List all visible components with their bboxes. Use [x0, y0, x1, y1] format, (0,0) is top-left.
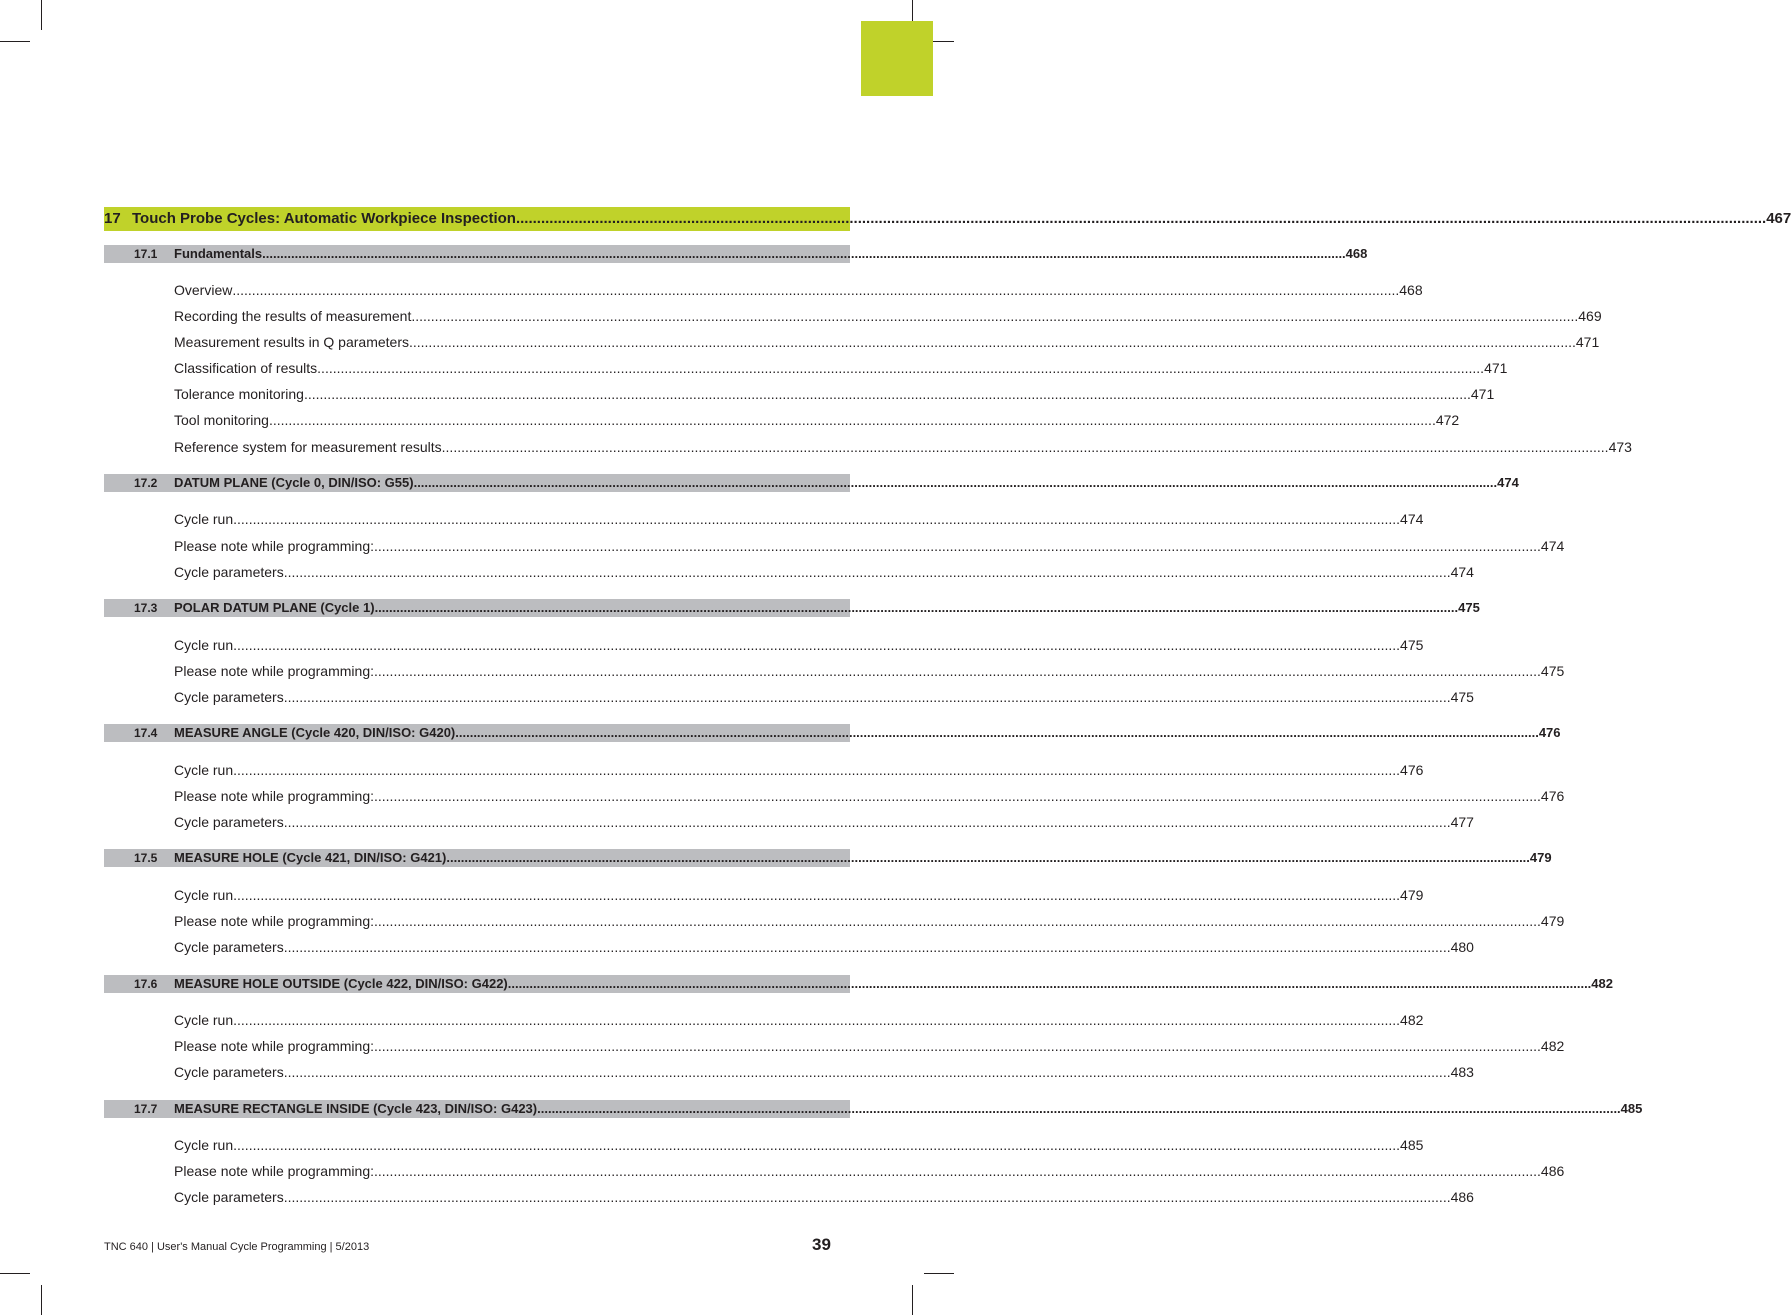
leader-dots: ............................................................................................................................................................................................................................................................................................................ — [233, 887, 1401, 903]
leader-dots: ............................................................................................................................................................................................................................................................................................................ — [408, 334, 1576, 350]
section-title: DATUM PLANE (Cycle 0, DIN/ISO: G55) — [174, 475, 414, 490]
section-heading[interactable] — [104, 849, 1552, 867]
section-page: 474 — [1497, 475, 1519, 490]
leader-dots: ............................................................................................................................................................................................................................................................................................................ — [411, 308, 1579, 324]
leader-dots: ............................................................................................................................................................................................................................................................................................................ — [233, 1137, 1401, 1153]
toc-entry[interactable] — [104, 787, 1565, 805]
leader-dots: ............................................................................................................................................................................................................................................................................................................ — [283, 564, 1451, 580]
section-heading[interactable] — [104, 1100, 1643, 1118]
leader-dots: ............................................................................................................................................................................................................................................................................................................ — [441, 439, 1609, 455]
leader-dots: ............................................................................................................................................................................................................................................................................................................ — [374, 1038, 1541, 1054]
toc-entry[interactable] — [104, 385, 1495, 403]
entry-page: 475 — [1400, 637, 1424, 653]
toc-entry[interactable] — [104, 281, 1423, 299]
entry-title: Please note while programming: — [174, 788, 374, 804]
section-heading[interactable] — [104, 245, 1368, 263]
toc-entry[interactable] — [104, 1037, 1565, 1055]
crop-mark-top-left-v — [41, 0, 42, 30]
crop-mark-bottom-left-v — [41, 1285, 42, 1315]
entry-page: 476 — [1400, 762, 1424, 778]
toc-entry[interactable] — [104, 1011, 1424, 1029]
entry-page: 475 — [1540, 663, 1565, 679]
entry-page: 472 — [1435, 412, 1460, 428]
entry-page: 480 — [1450, 939, 1474, 955]
chapter-page: 467 — [1766, 210, 1791, 227]
entry-title: Tolerance monitoring — [174, 386, 304, 402]
toc-entry[interactable] — [104, 359, 1508, 377]
chapter-number: 17 — [104, 210, 121, 227]
chapter-heading[interactable] — [104, 207, 1791, 231]
entry-page: 486 — [1450, 1189, 1474, 1205]
leader-dots: ............................................................................................................................................................................................................................................................................................................ — [515, 210, 1767, 227]
entry-page: 475 — [1450, 689, 1474, 705]
leader-dots: ............................................................................................................................................................................................................................................................................................................ — [374, 788, 1541, 804]
toc-entry[interactable] — [104, 1063, 1474, 1081]
crop-mark-bottom-right-v — [912, 1285, 913, 1315]
entry-title: Cycle parameters — [174, 1064, 284, 1080]
toc-entry[interactable] — [104, 438, 1632, 456]
section-heading[interactable] — [104, 724, 1561, 742]
entry-page: 479 — [1540, 913, 1565, 929]
section-title: POLAR DATUM PLANE (Cycle 1) — [174, 600, 375, 615]
entry-page: 473 — [1608, 439, 1632, 455]
leader-dots: ............................................................................................................................................................................................................................................................................................................ — [233, 762, 1401, 778]
entry-title: Cycle run — [174, 511, 234, 527]
crop-mark-bottom-left-h — [0, 1273, 30, 1274]
entry-title: Classification of results — [174, 360, 318, 376]
leader-dots: ............................................................................................................................................................................................................................................................................................................ — [232, 282, 1400, 298]
toc-entry[interactable] — [104, 411, 1460, 429]
entry-page: 479 — [1400, 887, 1424, 903]
section-number: 17.5 — [134, 851, 158, 865]
leader-dots: ............................................................................................................................................................................................................................................................................................................ — [317, 360, 1485, 376]
entry-title: Cycle parameters — [174, 689, 284, 705]
section-heading[interactable] — [104, 599, 1480, 617]
entry-page: 474 — [1540, 538, 1565, 554]
chapter-thumb-tab — [861, 21, 933, 96]
toc-entry[interactable] — [104, 938, 1474, 956]
entry-page: 477 — [1450, 814, 1474, 830]
toc-entry[interactable] — [104, 662, 1565, 680]
leader-dots: ............................................................................................................................................................................................................................................................................................................ — [374, 663, 1541, 679]
entry-title: Please note while programming: — [174, 538, 374, 554]
entry-title: Cycle run — [174, 1137, 234, 1153]
entry-page: 471 — [1470, 386, 1495, 402]
section-page: 476 — [1538, 725, 1561, 740]
toc-entry[interactable] — [104, 1136, 1424, 1154]
entry-title: Recording the results of measurement — [174, 308, 412, 324]
leader-dots: ............................................................................................................................................................................................................................................................................................................ — [283, 814, 1451, 830]
leader-dots: ............................................................................................................................................................................................................................................................................................................ — [374, 1163, 1541, 1179]
crop-mark-bottom-right-h — [924, 1273, 954, 1274]
toc-entry[interactable] — [104, 1162, 1565, 1180]
leader-dots: ............................................................................................................................................................................................................................................................................................................ — [374, 600, 1459, 615]
section-number: 17.6 — [134, 977, 158, 991]
toc-entry[interactable] — [104, 761, 1424, 779]
section-title: MEASURE RECTANGLE INSIDE (Cycle 423, DIN/ISO: G423) — [174, 1101, 538, 1116]
toc-entry[interactable] — [104, 563, 1474, 581]
entry-title: Please note while programming: — [174, 1038, 374, 1054]
entry-page: 485 — [1400, 1137, 1424, 1153]
leader-dots: ............................................................................................................................................................................................................................................................................................................ — [374, 913, 1541, 929]
entry-title: Cycle run — [174, 1012, 234, 1028]
leader-dots: ............................................................................................................................................................................................................................................................................................................ — [283, 1064, 1451, 1080]
entry-page: 483 — [1450, 1064, 1474, 1080]
entry-title: Please note while programming: — [174, 1163, 374, 1179]
leader-dots: ............................................................................................................................................................................................................................................................................................................ — [507, 976, 1592, 991]
entry-title: Tool monitoring — [174, 412, 269, 428]
leader-dots: ............................................................................................................................................................................................................................................................................................................ — [446, 850, 1530, 865]
leader-dots: ............................................................................................................................................................................................................................................................................................................ — [283, 939, 1451, 955]
section-heading[interactable] — [104, 474, 1519, 492]
toc-entry[interactable] — [104, 813, 1474, 831]
entry-page: 474 — [1400, 511, 1424, 527]
section-page: 482 — [1591, 976, 1613, 991]
toc-entry[interactable] — [104, 510, 1424, 528]
section-page: 468 — [1345, 246, 1368, 261]
leader-dots: ............................................................................................................................................................................................................................................................................................................ — [455, 725, 1539, 740]
entry-page: 482 — [1400, 1012, 1424, 1028]
entry-title: Cycle parameters — [174, 939, 284, 955]
toc-entry[interactable] — [104, 886, 1424, 904]
section-heading[interactable] — [104, 975, 1613, 993]
leader-dots: ............................................................................................................................................................................................................................................................................................................ — [374, 538, 1541, 554]
entry-page: 486 — [1540, 1163, 1565, 1179]
entry-title: Cycle parameters — [174, 814, 284, 830]
toc-entry[interactable] — [104, 636, 1424, 654]
section-number: 17.4 — [134, 726, 158, 740]
leader-dots: ............................................................................................................................................................................................................................................................................................................ — [537, 1101, 1621, 1116]
section-number: 17.3 — [134, 601, 158, 615]
section-number: 17.1 — [134, 247, 158, 261]
footer-text: TNC 640 | User's Manual Cycle Programming | 5/2013 — [104, 1241, 370, 1253]
entry-page: 469 — [1578, 308, 1602, 324]
entry-title: Reference system for measurement results — [174, 439, 442, 455]
leader-dots: ............................................................................................................................................................................................................................................................................................................ — [262, 246, 1346, 261]
entry-title: Please note while programming: — [174, 663, 374, 679]
section-title: MEASURE HOLE OUTSIDE (Cycle 422, DIN/ISO: G422) — [174, 976, 508, 991]
toc-entry[interactable] — [104, 307, 1602, 325]
toc-entry[interactable] — [104, 537, 1565, 555]
leader-dots: ............................................................................................................................................................................................................................................................................................................ — [233, 1012, 1401, 1028]
entry-title: Cycle parameters — [174, 564, 284, 580]
entry-title: Cycle parameters — [174, 1189, 284, 1205]
entry-title: Please note while programming: — [174, 913, 374, 929]
leader-dots: ............................................................................................................................................................................................................................................................................................................ — [413, 475, 1498, 490]
page-number: 39 — [812, 1235, 831, 1254]
entry-page: 482 — [1540, 1038, 1565, 1054]
section-title: Fundamentals — [174, 246, 263, 261]
toc-entry[interactable] — [104, 333, 1600, 351]
leader-dots: ............................................................................................................................................................................................................................................................................................................ — [283, 689, 1451, 705]
leader-dots: ............................................................................................................................................................................................................................................................................................................ — [233, 637, 1401, 653]
crop-mark-top-left-h — [0, 41, 30, 42]
entry-title: Cycle run — [174, 637, 234, 653]
entry-title: Overview — [174, 282, 233, 298]
section-title: MEASURE HOLE (Cycle 421, DIN/ISO: G421) — [174, 850, 447, 865]
entry-page: 468 — [1399, 282, 1423, 298]
toc-entry[interactable] — [104, 1188, 1474, 1206]
section-number: 17.7 — [134, 1102, 158, 1116]
entry-title: Cycle run — [174, 762, 234, 778]
section-title: MEASURE ANGLE (Cycle 420, DIN/ISO: G420) — [174, 725, 456, 740]
section-page: 475 — [1458, 600, 1480, 615]
section-page: 479 — [1529, 850, 1552, 865]
toc-entry[interactable] — [104, 688, 1474, 706]
entry-page: 476 — [1540, 788, 1565, 804]
toc-entry[interactable] — [104, 912, 1565, 930]
entry-page: 474 — [1450, 564, 1474, 580]
chapter-title: Touch Probe Cycles: Automatic Workpiece Inspection — [132, 210, 516, 227]
section-number: 17.2 — [134, 476, 158, 490]
entry-title: Measurement results in Q parameters — [174, 334, 409, 350]
entry-page: 471 — [1575, 334, 1600, 350]
leader-dots: ............................................................................................................................................................................................................................................................................................................ — [233, 511, 1401, 527]
leader-dots: ............................................................................................................................................................................................................................................................................................................ — [303, 386, 1471, 402]
entry-page: 471 — [1484, 360, 1508, 376]
leader-dots: ............................................................................................................................................................................................................................................................................................................ — [268, 412, 1436, 428]
section-page: 485 — [1620, 1101, 1643, 1116]
leader-dots: ............................................................................................................................................................................................................................................................................................................ — [283, 1189, 1451, 1205]
entry-title: Cycle run — [174, 887, 234, 903]
